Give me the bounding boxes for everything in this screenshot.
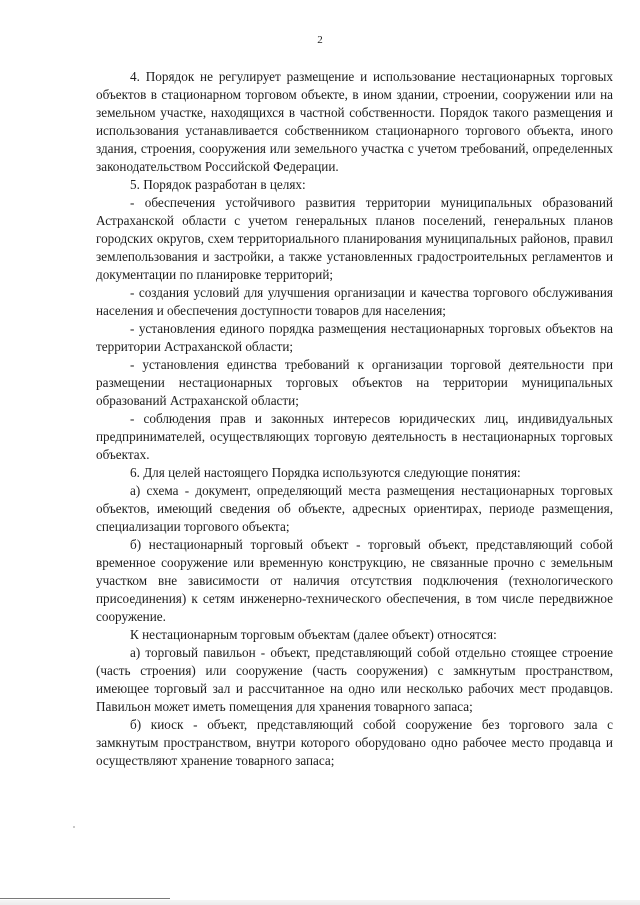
paragraph-goal-development: - обеспечения устойчивого развития территории муниципальных образований Астраханской области с учетом генеральных планов поселений, генеральных планов городских округов, схем территориального планирования муниципальных районов, правил землепользования и застройки, а также установленных градостроительных регламентов и документации по планировке территорий;	[96, 195, 613, 282]
paragraph-goal-placement-order: - установления единого порядка размещения нестационарных торговых объектов на территории Астраханской области;	[96, 321, 613, 354]
paragraph-item-5: 5. Порядок разработан в целях:	[130, 177, 306, 192]
paragraph-definition-scheme: а) схема - документ, определяющий места размещения нестационарных торговых объектов, имеющий сведения об объекте, адресных ориентирах, периоде размещения, специализации торгового объекта;	[96, 483, 613, 534]
paragraph-definition-kiosk: б) киоск - объект, представляющий собой сооружение без торгового зала с замкнутым пространством, внутри которого оборудовано одно рабочее место продавца и осуществляют хранение товарного запаса;	[96, 717, 613, 768]
paragraph-goal-requirements: - установления единства требований к организации торговой деятельности при размещении нестационарных торговых объектов на территории муниципальных образований Астраханской области;	[96, 357, 613, 408]
paragraph-goal-rights: - соблюдения прав и законных интересов юридических лиц, индивидуальных предпринимателей, осуществляющих торговую деятельность в нестационарных торговых объектах.	[96, 411, 613, 462]
page-number: 2	[317, 34, 323, 46]
paragraph-object-types: К нестационарным торговым объектам (далее объект) относятся:	[130, 627, 497, 642]
document-body	[96, 68, 613, 770]
page-bottom-edge	[0, 900, 640, 905]
paragraph-item-6: 6. Для целей настоящего Порядка используются следующие понятия:	[130, 465, 521, 480]
paragraph-goal-service: - создания условий для улучшения организации и качества торгового обслуживания населения и обеспечения доступности товаров для населения;	[96, 285, 613, 318]
paragraph-definition-pavilion: а) торговый павильон - объект, представляющий собой отдельно стоящее строение (часть строения) или сооружение (часть сооружения) с замкнутым пространством, имеющее торговый зал и рассчитанное на одно или несколько рабочих мест продавцов. Павильон может иметь помещения для хранения товарного запаса;	[96, 645, 613, 714]
page-bottom-rule	[0, 898, 170, 899]
scan-speck	[73, 826, 75, 828]
paragraph-item-4: 4. Порядок не регулирует размещение и использование нестационарных торговых объектов в стационарном торговом объекте, в ином здании, строении, сооружении или на земельном участке, находящихся в частной собственности. Порядок такого размещения и использования устанавливается собственником стационарного торгового объекта, иного здания, строения, сооружения или земельного участка с учетом требований, определенных законодательством Российской Федерации.	[96, 69, 613, 174]
paragraph-definition-object: б) нестационарный торговый объект - торговый объект, представляющий собой временное сооружение или временную конструкцию, не связанные прочно с земельным участком вне зависимости от наличия отсутствия подключения (технологического присоединения) к сетям инженерно-технического обеспечения, в том числе передвижное сооружение.	[96, 537, 613, 624]
